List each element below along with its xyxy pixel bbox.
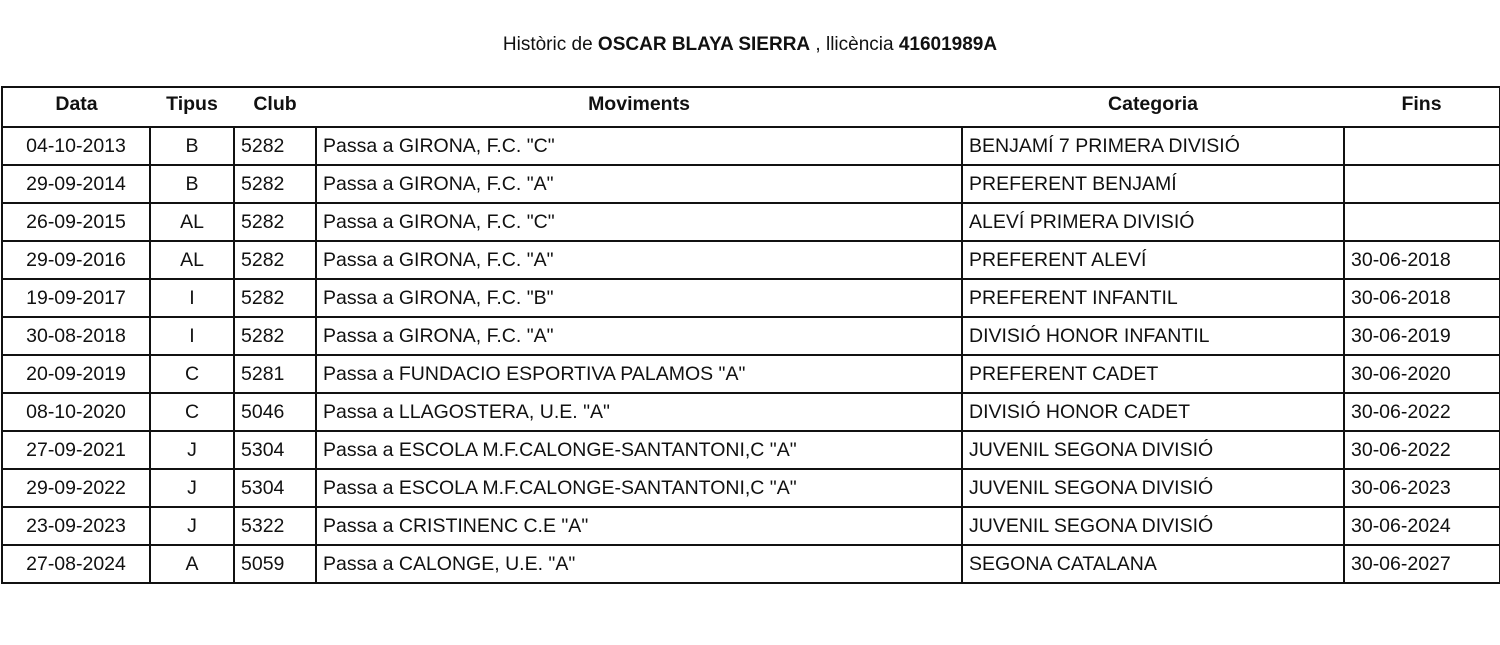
column-header-data: Data bbox=[2, 87, 150, 127]
cell-club: 5282 bbox=[234, 279, 316, 317]
cell-moviment: Passa a ESCOLA M.F.CALONGE-SANTANTONI,C "A" bbox=[316, 431, 962, 469]
cell-categoria: ALEVÍ PRIMERA DIVISIÓ bbox=[962, 203, 1344, 241]
cell-categoria: PREFERENT INFANTIL bbox=[962, 279, 1344, 317]
cell-tipus: J bbox=[150, 469, 234, 507]
cell-categoria: PREFERENT BENJAMÍ bbox=[962, 165, 1344, 203]
cell-fins: 30-06-2019 bbox=[1344, 317, 1500, 355]
cell-data: 30-08-2018 bbox=[2, 317, 150, 355]
cell-tipus: AL bbox=[150, 203, 234, 241]
cell-club: 5304 bbox=[234, 431, 316, 469]
title-prefix: Històric de bbox=[502, 34, 598, 55]
cell-tipus: AL bbox=[150, 241, 234, 279]
cell-data: 20-09-2019 bbox=[2, 355, 150, 393]
table-row bbox=[2, 279, 1500, 317]
cell-data: 29-09-2016 bbox=[2, 241, 150, 279]
cell-data: 08-10-2020 bbox=[2, 393, 150, 431]
cell-moviment: Passa a FUNDACIO ESPORTIVA PALAMOS "A" bbox=[316, 355, 962, 393]
cell-data: 26-09-2015 bbox=[2, 203, 150, 241]
cell-categoria: JUVENIL SEGONA DIVISIÓ bbox=[962, 469, 1344, 507]
cell-moviment: Passa a GIRONA, F.C. "C" bbox=[316, 203, 962, 241]
page-title bbox=[0, 33, 1500, 57]
table-row bbox=[2, 507, 1500, 545]
cell-fins bbox=[1344, 127, 1500, 165]
table-row bbox=[2, 393, 1500, 431]
table-row bbox=[2, 317, 1500, 355]
column-header-categoria: Categoria bbox=[962, 87, 1344, 127]
column-header-moviments: Moviments bbox=[316, 87, 962, 127]
column-header-club: Club bbox=[234, 87, 316, 127]
table-row bbox=[2, 545, 1500, 583]
cell-fins: 30-06-2018 bbox=[1344, 241, 1500, 279]
cell-tipus: J bbox=[150, 507, 234, 545]
cell-tipus: B bbox=[150, 165, 234, 203]
cell-data: 23-09-2023 bbox=[2, 507, 150, 545]
cell-club: 5282 bbox=[234, 127, 316, 165]
table-row bbox=[2, 355, 1500, 393]
cell-club: 5059 bbox=[234, 545, 316, 583]
cell-categoria: JUVENIL SEGONA DIVISIÓ bbox=[962, 507, 1344, 545]
cell-tipus: B bbox=[150, 127, 234, 165]
cell-moviment: Passa a ESCOLA M.F.CALONGE-SANTANTONI,C "A" bbox=[316, 469, 962, 507]
cell-categoria: PREFERENT CADET bbox=[962, 355, 1344, 393]
cell-tipus: C bbox=[150, 393, 234, 431]
table-row bbox=[2, 203, 1500, 241]
cell-data: 04-10-2013 bbox=[2, 127, 150, 165]
cell-moviment: Passa a LLAGOSTERA, U.E. "A" bbox=[316, 393, 962, 431]
cell-categoria: BENJAMÍ 7 PRIMERA DIVISIÓ bbox=[962, 127, 1344, 165]
cell-fins bbox=[1344, 165, 1500, 203]
cell-fins: 30-06-2024 bbox=[1344, 507, 1500, 545]
column-header-fins: Fins bbox=[1344, 87, 1500, 127]
license-number: 41601989A bbox=[898, 34, 998, 55]
cell-categoria: PREFERENT ALEVÍ bbox=[962, 241, 1344, 279]
cell-data: 29-09-2022 bbox=[2, 469, 150, 507]
table-row bbox=[2, 165, 1500, 203]
cell-data: 19-09-2017 bbox=[2, 279, 150, 317]
cell-tipus: A bbox=[150, 545, 234, 583]
cell-moviment: Passa a GIRONA, F.C. "A" bbox=[316, 241, 962, 279]
title-middle: , llicència bbox=[810, 34, 899, 55]
cell-data: 27-09-2021 bbox=[2, 431, 150, 469]
cell-club: 5282 bbox=[234, 165, 316, 203]
cell-fins: 30-06-2022 bbox=[1344, 393, 1500, 431]
cell-club: 5281 bbox=[234, 355, 316, 393]
table-header-row bbox=[2, 87, 1500, 127]
cell-moviment: Passa a GIRONA, F.C. "B" bbox=[316, 279, 962, 317]
cell-fins: 30-06-2023 bbox=[1344, 469, 1500, 507]
cell-data: 29-09-2014 bbox=[2, 165, 150, 203]
cell-club: 5304 bbox=[234, 469, 316, 507]
table-body bbox=[2, 127, 1500, 583]
cell-tipus: J bbox=[150, 431, 234, 469]
cell-moviment: Passa a GIRONA, F.C. "A" bbox=[316, 317, 962, 355]
cell-club: 5282 bbox=[234, 203, 316, 241]
cell-fins: 30-06-2027 bbox=[1344, 545, 1500, 583]
cell-categoria: JUVENIL SEGONA DIVISIÓ bbox=[962, 431, 1344, 469]
cell-tipus: I bbox=[150, 317, 234, 355]
cell-tipus: I bbox=[150, 279, 234, 317]
cell-tipus: C bbox=[150, 355, 234, 393]
cell-categoria: DIVISIÓ HONOR CADET bbox=[962, 393, 1344, 431]
cell-club: 5322 bbox=[234, 507, 316, 545]
table-row bbox=[2, 241, 1500, 279]
table-row bbox=[2, 431, 1500, 469]
cell-club: 5046 bbox=[234, 393, 316, 431]
cell-moviment: Passa a GIRONA, F.C. "C" bbox=[316, 127, 962, 165]
cell-moviment: Passa a CRISTINENC C.E "A" bbox=[316, 507, 962, 545]
cell-fins: 30-06-2018 bbox=[1344, 279, 1500, 317]
cell-categoria: SEGONA CATALANA bbox=[962, 545, 1344, 583]
cell-fins: 30-06-2022 bbox=[1344, 431, 1500, 469]
player-name: OSCAR BLAYA SIERRA bbox=[597, 34, 811, 55]
cell-club: 5282 bbox=[234, 317, 316, 355]
history-table bbox=[1, 86, 1500, 584]
table-row bbox=[2, 469, 1500, 507]
table-row bbox=[2, 127, 1500, 165]
cell-moviment: Passa a CALONGE, U.E. "A" bbox=[316, 545, 962, 583]
cell-club: 5282 bbox=[234, 241, 316, 279]
cell-moviment: Passa a GIRONA, F.C. "A" bbox=[316, 165, 962, 203]
cell-categoria: DIVISIÓ HONOR INFANTIL bbox=[962, 317, 1344, 355]
cell-fins: 30-06-2020 bbox=[1344, 355, 1500, 393]
cell-data: 27-08-2024 bbox=[2, 545, 150, 583]
cell-fins bbox=[1344, 203, 1500, 241]
column-header-tipus: Tipus bbox=[150, 87, 234, 127]
